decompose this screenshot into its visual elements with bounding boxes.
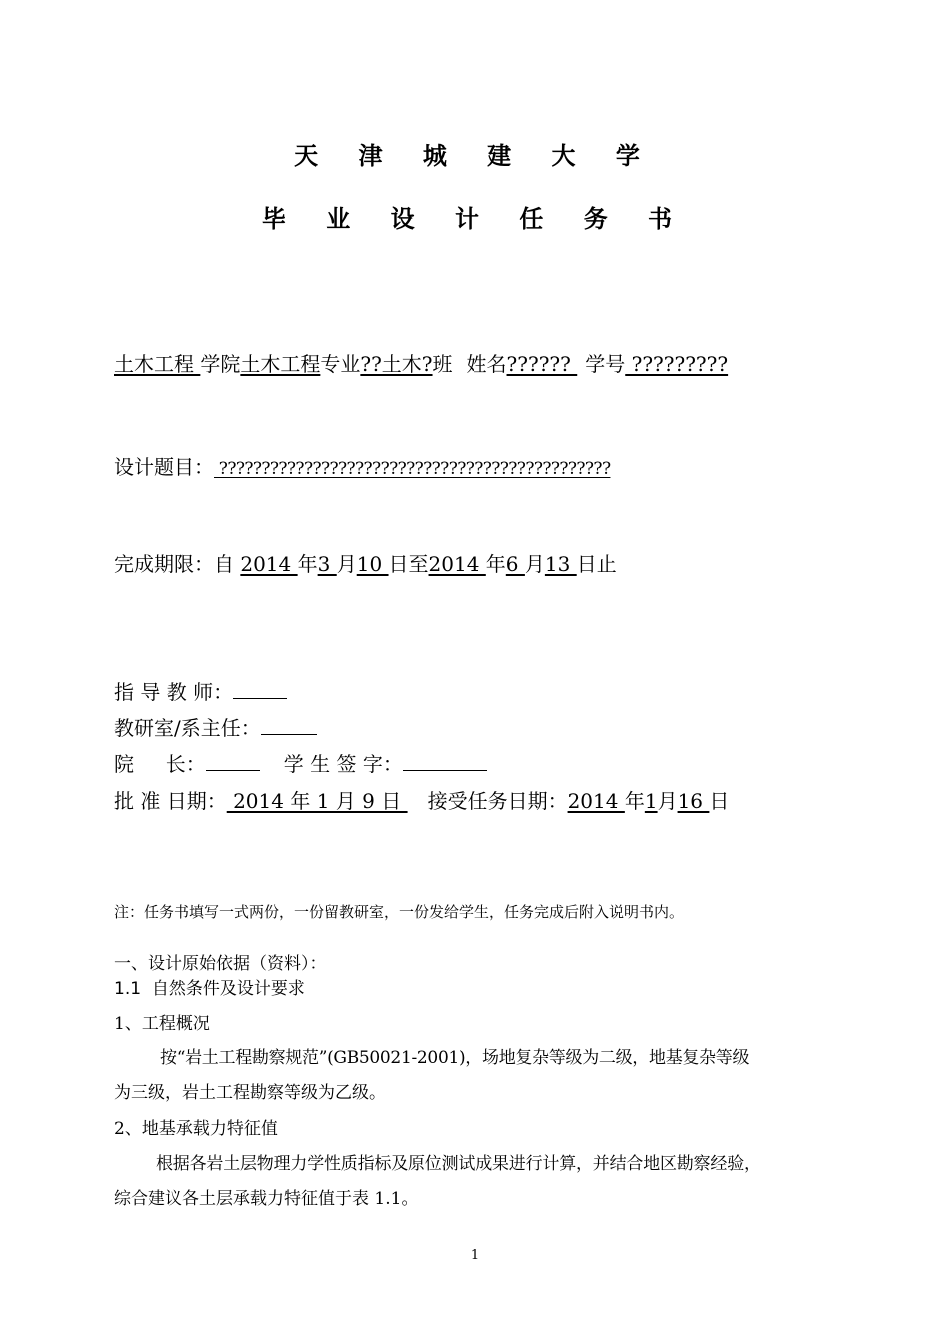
- accept-year: 2014: [567, 789, 625, 813]
- start-year: 2014: [240, 552, 298, 576]
- month-word-2: 月: [524, 552, 545, 576]
- student-id-value: ?????????: [625, 352, 729, 376]
- college-value: 土木工程: [114, 352, 201, 376]
- topic-label: 设计题目：: [114, 455, 214, 479]
- dean-line: [114, 748, 487, 777]
- period-end: 日止: [576, 552, 617, 576]
- dept-line: [114, 712, 317, 741]
- note-text: 注：任务书填写一式两份，一份留教研室，一份发给学生，任务完成后附入说明书内。: [114, 903, 685, 921]
- accept-date-label: 接受任务日期：: [427, 789, 568, 813]
- period-to: 日至: [388, 552, 429, 576]
- advisor-label: 指 导 教 师：: [114, 680, 234, 704]
- advisor-line: [114, 676, 287, 705]
- item2-title: 2、地基承载力特征值: [114, 1119, 278, 1139]
- advisor-blank[interactable]: [233, 680, 287, 699]
- year-word-2: 年: [485, 552, 506, 576]
- major-value: 土木工程: [240, 352, 321, 376]
- approve-date-value: 2014 年 1 月 9 日: [226, 789, 408, 813]
- university-title: 天 津 城 建 大 学: [294, 142, 656, 170]
- month-word: 月: [336, 552, 357, 576]
- major-suffix: 专业: [320, 352, 361, 376]
- college-suffix: 学院: [200, 352, 241, 376]
- item1-paragraph-line1: 按“岩土工程勘察规范”(GB50021-2001)，场地复杂等级为二级，地基复杂等级: [160, 1048, 750, 1068]
- approve-date-label: 批 准 日期：: [114, 789, 227, 813]
- class-suffix: 班: [432, 352, 453, 376]
- class-value: ??土木?: [360, 352, 433, 376]
- end-day: 13: [544, 552, 577, 576]
- item2-paragraph-line2: 综合建议各土层承载力特征值于表 1.1。: [114, 1189, 419, 1209]
- start-month: 3: [317, 552, 337, 576]
- start-day: 10: [356, 552, 389, 576]
- page-number: 1: [470, 1248, 480, 1263]
- accept-day-word: 日: [709, 789, 730, 813]
- student-sign-blank[interactable]: [403, 752, 487, 771]
- item1-title: 1、工程概况: [114, 1014, 210, 1034]
- section-heading: 一、设计原始依据（资料）：: [114, 954, 327, 974]
- accept-year-word: 年: [624, 789, 645, 813]
- date-line: [114, 785, 729, 814]
- name-value: ??????: [506, 352, 578, 376]
- year-word: 年: [297, 552, 318, 576]
- student-id-label: 学号: [585, 352, 626, 376]
- subsection-heading: 1.1 自然条件及设计要求: [114, 979, 305, 999]
- accept-month: 1: [644, 789, 658, 813]
- accept-month-word: 月: [657, 789, 678, 813]
- period-from: 自: [214, 552, 234, 576]
- dean-blank[interactable]: [206, 752, 260, 771]
- document-title: 毕 业 设 计 任 务 书: [261, 205, 689, 233]
- dept-blank[interactable]: [261, 716, 317, 735]
- student-info-line: [114, 348, 728, 377]
- period-line: [114, 548, 617, 577]
- accept-day: 16: [677, 789, 710, 813]
- topic-value: ??????????????????????????????????????????????: [214, 459, 611, 479]
- item1-paragraph-line2: 为三级，岩土工程勘察等级为乙级。: [114, 1083, 386, 1103]
- end-year: 2014: [428, 552, 486, 576]
- name-label: 姓名: [466, 352, 507, 376]
- dean-label: 院 长：: [114, 752, 206, 776]
- topic-line: [114, 451, 610, 480]
- end-month: 6: [505, 552, 525, 576]
- item2-paragraph-line1: 根据各岩土层物理力学性质指标及原位测试成果进行计算，并结合地区勘察经验，: [156, 1154, 761, 1174]
- student-sign-label: 学 生 签 字：: [283, 752, 403, 776]
- dept-label: 教研室/系主任：: [114, 716, 261, 740]
- period-label: 完成期限：: [114, 552, 214, 576]
